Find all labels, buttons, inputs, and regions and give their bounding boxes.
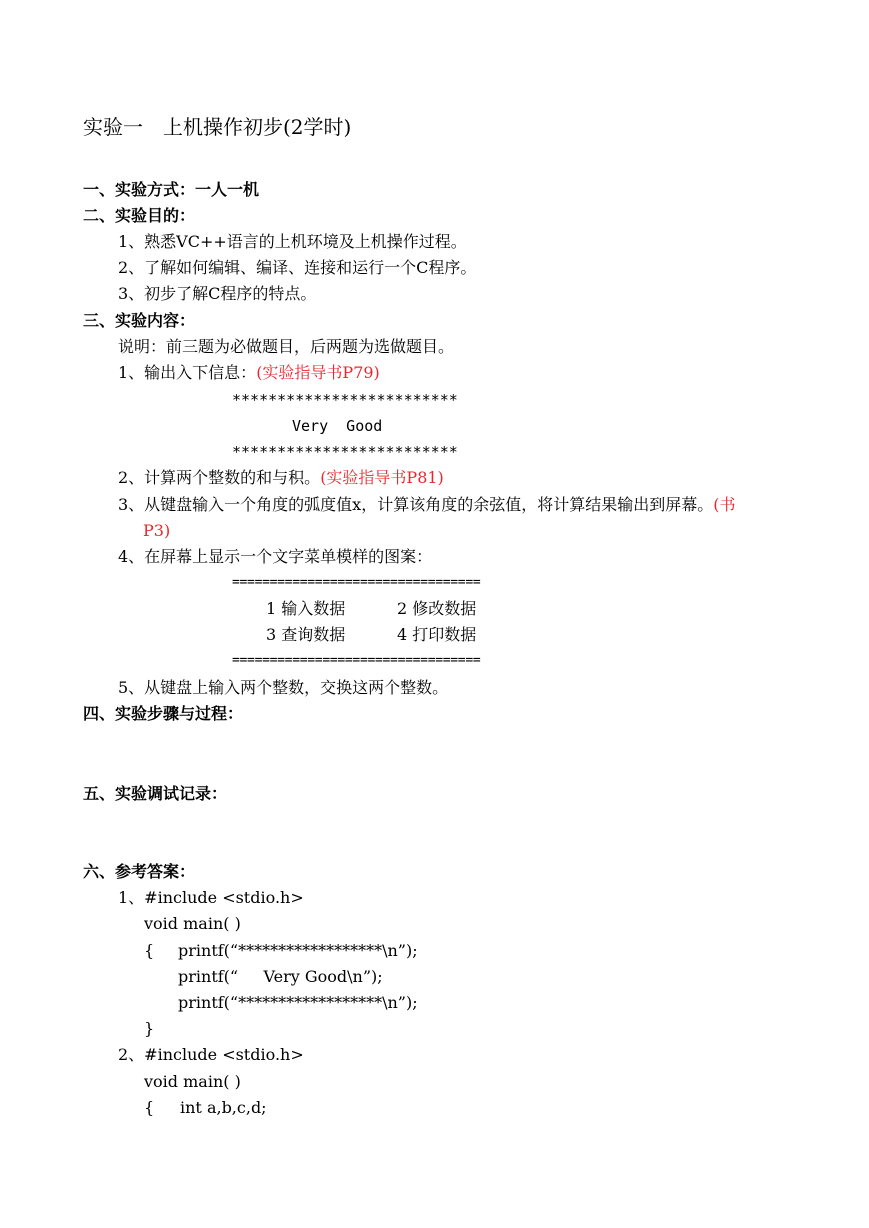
content-item-1-text: 1、输出入下信息： xyxy=(118,363,257,382)
answer-1-printf-3: printf(“******************\n”); xyxy=(178,993,418,1012)
menu-option-4: 4 打印数据 xyxy=(397,625,477,644)
page-title: 实验一 上机操作初步(2学时) xyxy=(83,115,352,139)
section-answers: 六、参考答案： xyxy=(83,862,196,881)
menu-option-2: 2 修改数据 xyxy=(397,599,477,618)
menu-divider-top: ================================= xyxy=(232,575,481,590)
section-steps: 四、实验步骤与过程： xyxy=(83,704,244,723)
content-item-3-text: 3、从键盘输入一个角度的弧度值x，计算该角度的余弦值，将计算结果输出到屏幕。 xyxy=(118,495,714,514)
menu-option-1: 1 输入数据 xyxy=(266,599,346,618)
objective-item: 3、初步了解C程序的特点。 xyxy=(118,284,317,303)
answer-1-printf-1: printf(“******************\n”); xyxy=(178,941,418,960)
very-good-text: Very Good xyxy=(292,417,383,435)
stars-line-top: ************************* xyxy=(232,391,458,409)
stars-line-bottom: ************************* xyxy=(232,443,458,461)
answer-1-include: 1、#include <stdio.h> xyxy=(118,888,304,907)
answer-1-printf-2: printf(“ Very Good\n”); xyxy=(178,967,383,986)
answer-2-declaration: int a,b,c,d; xyxy=(180,1098,267,1117)
content-item-3 xyxy=(118,495,735,515)
menu-option-3: 3 查询数据 xyxy=(266,625,346,644)
menu-divider-bottom: ================================= xyxy=(232,653,481,668)
objective-item: 2、了解如何编辑、编译、连接和运行一个C程序。 xyxy=(118,258,477,277)
answer-2-brace-open: { xyxy=(144,1098,155,1117)
section-purpose: 二、实验目的： xyxy=(83,206,196,225)
content-item-2 xyxy=(118,468,444,488)
content-item-3-reference-cont: P3) xyxy=(143,521,171,540)
answer-1-brace-open: { xyxy=(144,941,155,960)
answer-2-include: 2、#include <stdio.h> xyxy=(118,1045,304,1064)
content-item-5: 5、从键盘上输入两个整数，交换这两个整数。 xyxy=(118,678,449,697)
content-item-2-reference: (实验指导书P81) xyxy=(320,468,444,487)
content-item-4: 4、在屏幕上显示一个文字菜单模样的图案： xyxy=(118,547,433,566)
content-item-1 xyxy=(118,363,380,383)
section-method: 一、实验方式：一人一机 xyxy=(83,180,260,199)
section-debug: 五、实验调试记录： xyxy=(83,784,228,803)
content-item-1-reference: (实验指导书P79) xyxy=(256,363,380,382)
objective-item: 1、熟悉VC++语言的上机环境及上机操作过程。 xyxy=(118,232,467,251)
content-item-2-text: 2、计算两个整数的和与积。 xyxy=(118,468,321,487)
section-content: 三、实验内容： xyxy=(83,311,196,330)
answer-1-main: void main( ) xyxy=(144,914,241,933)
answer-1-brace-close: } xyxy=(144,1019,155,1038)
answer-2-main: void main( ) xyxy=(144,1072,241,1091)
content-note: 说明：前三题为必做题目，后两题为选做题目。 xyxy=(118,337,455,356)
content-item-3-reference: (书 xyxy=(713,495,736,514)
